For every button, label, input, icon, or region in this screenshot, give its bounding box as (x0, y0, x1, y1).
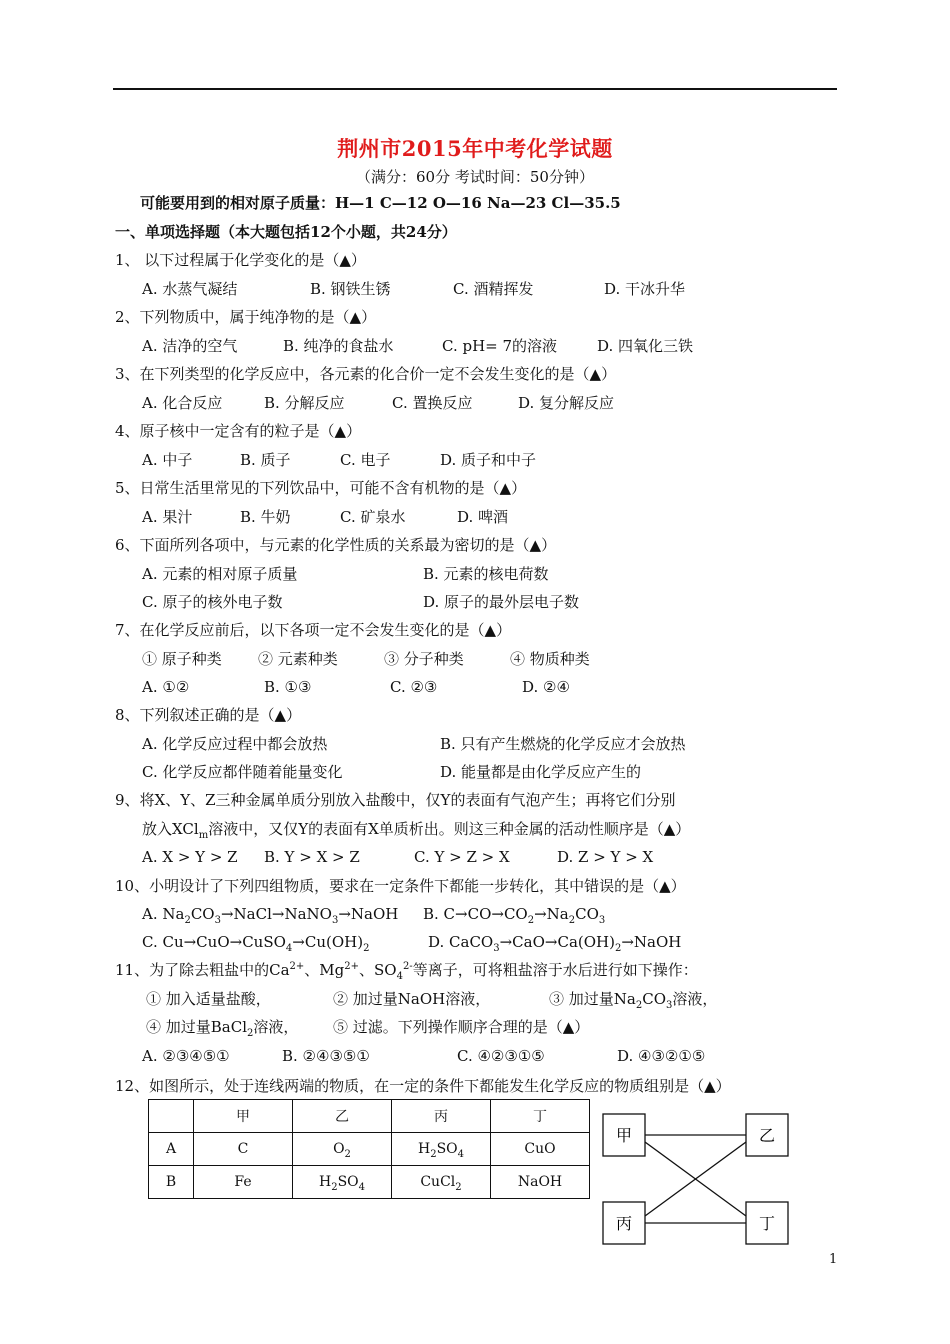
q11-option-a: A. ②③④⑤① (142, 1047, 230, 1065)
q3-stem: 3、在下列类型的化学反应中，各元素的化合价一定不会发生变化的是（▲） (115, 365, 617, 383)
q12-stem: 12、如图所示，处于连线两端的物质，在一定的条件下都能发生化学反应的物质组别是（▲） (115, 1077, 731, 1095)
section-heading: 一、单项选择题（本大题包括12个小题，共24分） (115, 223, 457, 241)
q11-option-c: C. ④②③①⑤ (457, 1047, 545, 1065)
page-number: 1 (829, 1252, 838, 1267)
q2-option-d: D. 四氧化三铁 (597, 337, 694, 355)
q6-option-a: A. 元素的相对原子质量 (142, 565, 298, 583)
q3-option-d: D. 复分解反应 (518, 394, 615, 412)
q3-option-c: C. 置换反应 (392, 394, 473, 412)
table-cell: CuCl$_2$ (392, 1166, 491, 1199)
q1-option-d: D. 干冰升华 (604, 280, 686, 298)
q7-item-3: ③ 分子种类 (384, 650, 464, 668)
q11-stem: 11、为了除去粗盐中的$Ca^{2+}$、$Mg^{2+}$、$SO_4^{2-}$等离子，可将粗盐溶于水后进行如下操作： (115, 961, 698, 982)
q7-option-c: C. ②③ (390, 678, 438, 696)
q2-option-b: B. 纯净的食盐水 (283, 337, 394, 355)
q9-option-a: A. X > Y > Z (142, 848, 238, 866)
q7-option-a: A. ①② (142, 678, 190, 696)
q12-table (148, 1099, 590, 1199)
table-cell: $H_2SO_4$ (392, 1133, 491, 1166)
q8-stem: 8、下列叙述正确的是（▲） (115, 706, 302, 724)
q11-option-d: D. ④③②①⑤ (617, 1047, 706, 1065)
table-cell: Fe (194, 1166, 293, 1199)
header-rule (113, 88, 837, 90)
q9-stem-2: 放入XCl$_m$溶液中，又仅Y的表面有X单质析出。则这三种金属的活动性顺序是（▲） (142, 820, 691, 841)
q11-step-3: ③ 加过量$Na_2CO_3$溶液， (549, 990, 718, 1011)
atomic-mass-line: 可能要用到的相对原子质量：H—1 C—12 O—16 Na—23 Cl—35.5 (140, 194, 621, 212)
q7-item-1: ① 原子种类 (142, 650, 222, 668)
q2-stem: 2、下列物质中，属于纯净物的是（▲） (115, 308, 377, 326)
q5-option-d: D. 啤酒 (457, 508, 509, 526)
q1-option-c: C. 酒精挥发 (453, 280, 534, 298)
table-header: 丁 (491, 1100, 590, 1133)
q10-option-a: A. $Na_2CO_3\to NaCl\to NaNO_3\to NaOH$ (142, 905, 399, 926)
q4-option-a: A. 中子 (142, 451, 193, 469)
q11-step-4: ④ 加过量BaCl$_2$溶液， (146, 1018, 299, 1039)
table-cell: $H_2SO_4$ (293, 1166, 392, 1199)
q1-option-b: B. 钢铁生锈 (310, 280, 391, 298)
table-corner (149, 1100, 194, 1133)
q4-option-b: B. 质子 (240, 451, 291, 469)
q5-option-c: C. 矿泉水 (340, 508, 406, 526)
table-header: 丙 (392, 1100, 491, 1133)
q11-step-1: ① 加入适量盐酸， (146, 990, 271, 1008)
q5-stem: 5、日常生活里常见的下列饮品中，可能不含有机物的是（▲） (115, 479, 527, 497)
table-row-label: A (149, 1133, 194, 1166)
q5-option-b: B. 牛奶 (240, 508, 291, 526)
q9-option-b: B. Y > X > Z (264, 848, 360, 866)
q4-option-c: C. 电子 (340, 451, 391, 469)
page-title: 荆州市2015年中考化学试题 (337, 136, 613, 161)
q11-step-2: ② 加过量NaOH溶液， (333, 990, 491, 1008)
q10-stem: 10、小明设计了下列四组物质，要求在一定条件下都能一步转化，其中错误的是（▲） (115, 877, 686, 895)
q4-option-d: D. 质子和中子 (440, 451, 537, 469)
q2-option-a: A. 洁净的空气 (142, 337, 238, 355)
q6-option-c: C. 原子的核外电子数 (142, 593, 283, 611)
q6-option-b: B. 元素的核电荷数 (423, 565, 549, 583)
q3-option-b: B. 分解反应 (264, 394, 345, 412)
q11-step-5: ⑤ 过滤。下列操作顺序合理的是（▲） (333, 1018, 590, 1036)
node-label: 丁 (758, 1214, 776, 1233)
q4-stem: 4、原子核中一定含有的粒子是（▲） (115, 422, 362, 440)
node-label: 丙 (615, 1214, 633, 1233)
q5-option-a: A. 果汁 (142, 508, 193, 526)
q10-option-b: B. $C\to CO\to CO_2\to Na_2CO_3$ (423, 905, 606, 926)
q8-option-d: D. 能量都是由化学反应产生的 (440, 763, 642, 781)
q8-option-a: A. 化学反应过程中都会放热 (142, 735, 328, 753)
table-cell: C (194, 1133, 293, 1166)
q10-option-c: C. $Cu\to CuO\to CuSO_4\to Cu(OH)_2$ (142, 933, 370, 954)
table-header: 乙 (293, 1100, 392, 1133)
table-cell: CuO (491, 1133, 590, 1166)
q6-option-d: D. 原子的最外层电子数 (423, 593, 580, 611)
q3-option-a: A. 化合反应 (142, 394, 223, 412)
q1-option-a: A. 水蒸气凝结 (142, 280, 238, 298)
q7-item-2: ② 元素种类 (258, 650, 338, 668)
q7-option-b: B. ①③ (264, 678, 312, 696)
q10-option-d: D. $CaCO_3\to CaO\to Ca(OH)_2\to NaOH$ (428, 933, 682, 954)
q7-option-d: D. ②④ (522, 678, 570, 696)
table-header: 甲 (194, 1100, 293, 1133)
q2-option-c: C. pH= 7的溶液 (442, 337, 558, 355)
q1-stem: 1、 以下过程属于化学变化的是（▲） (115, 251, 366, 269)
table-row-label: B (149, 1166, 194, 1199)
reaction-diagram (600, 1112, 800, 1247)
q7-stem: 7、在化学反应前后，以下各项一定不会发生变化的是（▲） (115, 621, 512, 639)
table-cell: NaOH (491, 1166, 590, 1199)
q8-option-b: B. 只有产生燃烧的化学反应才会放热 (440, 735, 686, 753)
q8-option-c: C. 化学反应都伴随着能量变化 (142, 763, 343, 781)
node-label: 甲 (615, 1126, 633, 1145)
q9-stem-1: 9、将X、Y、Z三种金属单质分别放入盐酸中，仅Y的表面有气泡产生；再将它们分别 (115, 791, 676, 809)
q11-option-b: B. ②④③⑤① (282, 1047, 370, 1065)
q7-item-4: ④ 物质种类 (510, 650, 590, 668)
q9-option-d: D. Z > Y > X (557, 848, 654, 866)
q6-stem: 6、下面所列各项中，与元素的化学性质的关系最为密切的是（▲） (115, 536, 557, 554)
node-label: 乙 (758, 1126, 776, 1145)
table-cell: $O_2$ (293, 1133, 392, 1166)
exam-info: （满分：60分 考试时间：50分钟） (356, 168, 594, 186)
q9-option-c: C. Y > Z > X (414, 848, 510, 866)
